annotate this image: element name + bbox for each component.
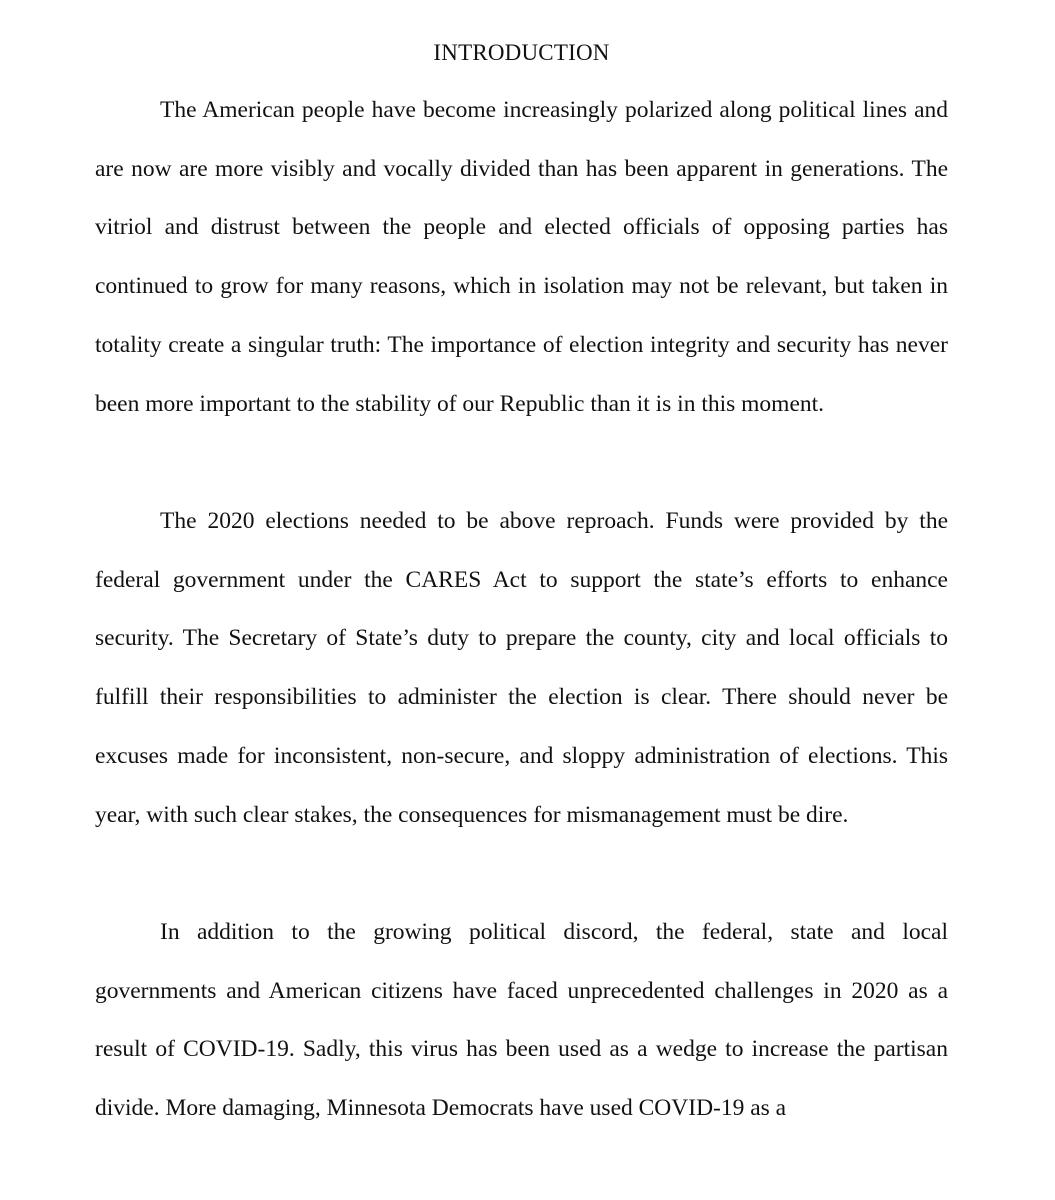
paragraph-2: The 2020 elections needed to be above reproach. Funds were provided by the federal government under the CARES Act to support the state’s efforts to enhance security. The Secretary of State’s duty to prepare the county, city and local officials to fulfill their responsibilities to administer the election is clear. There should never be excuses made for inconsistent, non-secure, and sloppy administration of elections. This year, with such clear stakes, the consequences for mismanagement must be dire. xyxy=(95,508,948,828)
paragraph-3: In addition to the growing political discord, the federal, state and local governments and American citizens have faced unprecedented challenges in 2020 as a result of COVID-19. Sadly, this virus has been used as a wedge to increase the partisan divide. More damaging, Minnesota Democrats have used COVID-19 as a xyxy=(95,919,948,1122)
paragraph-1: The American people have become increasingly polarized along political lines and are now are more visibly and vocally divided than has been apparent in generations. The vitriol and distrust between the people and elected officials of opposing parties has continued to grow for many reasons, which in isolation may not be relevant, but taken in totality create a singular truth: The importance of election integrity and security has never been more important to the stability of our Republic than it is in this moment. xyxy=(95,97,948,417)
section-heading: INTRODUCTION xyxy=(433,40,610,65)
